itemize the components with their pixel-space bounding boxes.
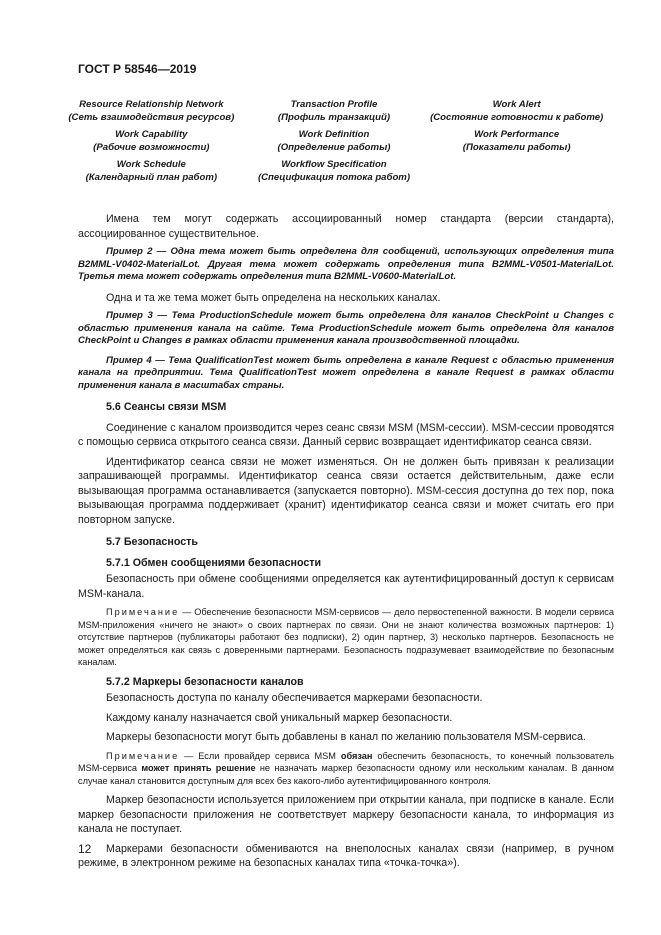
paragraph: Маркерами безопасности обмениваются на внеполосных каналах связи (например, в ручном режиме, в электронном режиме на безопасных каналах типа «точка-точка»). (78, 842, 614, 869)
topic-item: Workflow Specification (Спецификация потока работ) (257, 159, 411, 183)
example-3: Пример 3 — Тема ProductionSchedule может быть определена для каналов CheckPoint и Changes с областью применения канала на сайте. Тема ProductionSchedule может быть определена для каналов CheckPoint и Changes в рамках области применения канала производственной площадки. (78, 310, 614, 346)
document-body (78, 212, 614, 876)
note-label: Примечание (106, 750, 180, 761)
topic-item: Transaction Profile (Профиль транзакций) (277, 99, 391, 123)
paragraph: Безопасность при обмене сообщениями определяется как аутентифицированный доступ к сервисам MSM-канала. (78, 573, 614, 600)
topic-item: Work Alert (Состояние готовности к работе) (430, 99, 604, 123)
note-label: Примечание (106, 607, 180, 617)
section-heading-5-6: 5.6 Сеансы связи MSM (106, 401, 227, 413)
section-heading-5-7: 5.7 Безопасность (106, 536, 198, 548)
topic-item: Resource Relationship Network (Сеть взаимодействия ресурсов) (68, 99, 235, 123)
paragraph: Идентификатор сеанса связи не может изменяться. Он не должен быть привязан к реализации запрашивающей программы. Идентификатор сеанса связи остается действительным, даже если вызывающая программа останавливается (запускается повторно). MSM-сессия доступна до тех пор, пока вызывающая программа поддерживает (хранит) идентификатор сеанса связи и может считать его при повторном запуске. (78, 455, 614, 526)
paragraph: Маркеры безопасности могут быть добавлены в канал по желанию пользователя MSM-сервиса. (106, 731, 586, 743)
paragraph: Одна и та же тема может быть определена на нескольких каналах. (106, 291, 441, 304)
paragraph: Соединение с каналом производится через сеанс связи MSM (MSM-сессии). MSM-сессии проводятся с помощью сервиса открытого сеанса связи. Данный сервис возвращает идентификатор сеанса связи. (78, 421, 614, 448)
note-2: Примечание — Если провайдер сервиса MSM обязан обеспечить безопасность, то конечный пользователь MSM-сервиса может принять решение не назначать маркер безопасности одному или нескольким каналам. В данном случае канал становится доступным для всех без какого-либо аутентифицированного контроля. (78, 750, 614, 786)
paragraph: Имена тем могут содержать ассоциированный номер стандарта (версии стандарта), ассоциированное существительное. (78, 213, 614, 240)
note-1: Примечание — Обеспечение безопасности MSM-сервисов — дело первостепенной важности. В модели сервиса MSM-приложения «ничего не знают» о своих партнерах по связи. Они не знают количества возможных партнеров: 1) отсутствие партнеров (публикаторы работают без подписки), 2) один партнер, 3) несколько партнеров. Безопасность не может определяться как связь с доверенными партнерами. Безопасность подразумевает взаимодействие по безопасным каналам. (78, 607, 614, 667)
section-heading-5-7-1: 5.7.1 Обмен сообщениями безопасности (106, 556, 322, 569)
example-4: Пример 4 — Тема QualificationTest может быть определена в канале Request с областью применения канала на предприятии. Тема QualificationTest может определена в канале Request в рамках области применения канала в масштабах страны. (78, 354, 614, 391)
standard-header: ГОСТ Р 58546—2019 (78, 62, 197, 76)
topic-item: Work Definition (Определение работы) (277, 129, 391, 153)
paragraph: Маркер безопасности используется приложением при открытии канала, при подписке в канале. Если маркер безопасности приложения не соответствует маркеру безопасности канала, то информация из канала не поступает. (78, 794, 614, 835)
topic-grid (60, 99, 608, 184)
topic-item: Work Schedule (Календарный план работ) (85, 159, 218, 183)
page-number: 12 (78, 842, 92, 856)
topic-item: Work Performance (Показатели работы) (462, 129, 571, 153)
paragraph: Безопасность доступа по каналу обеспечивается маркерами безопасности. (106, 692, 483, 704)
example-2: Пример 2 — Одна тема может быть определена для сообщений, использующих определения типа B2MML-V0402-MaterialLot. Другая тема может содержать определения типа B2MML-V0501-MaterialLot. Третья тема может содержать определения типа B2MML-V0600-MaterialLot. (78, 246, 614, 282)
topic-item: Work Capability (Рабочие возможности) (93, 129, 210, 153)
paragraph: Каждому каналу назначается свой уникальный маркер безопасности. (106, 711, 453, 724)
section-heading-5-7-2: 5.7.2 Маркеры безопасности каналов (106, 675, 304, 688)
